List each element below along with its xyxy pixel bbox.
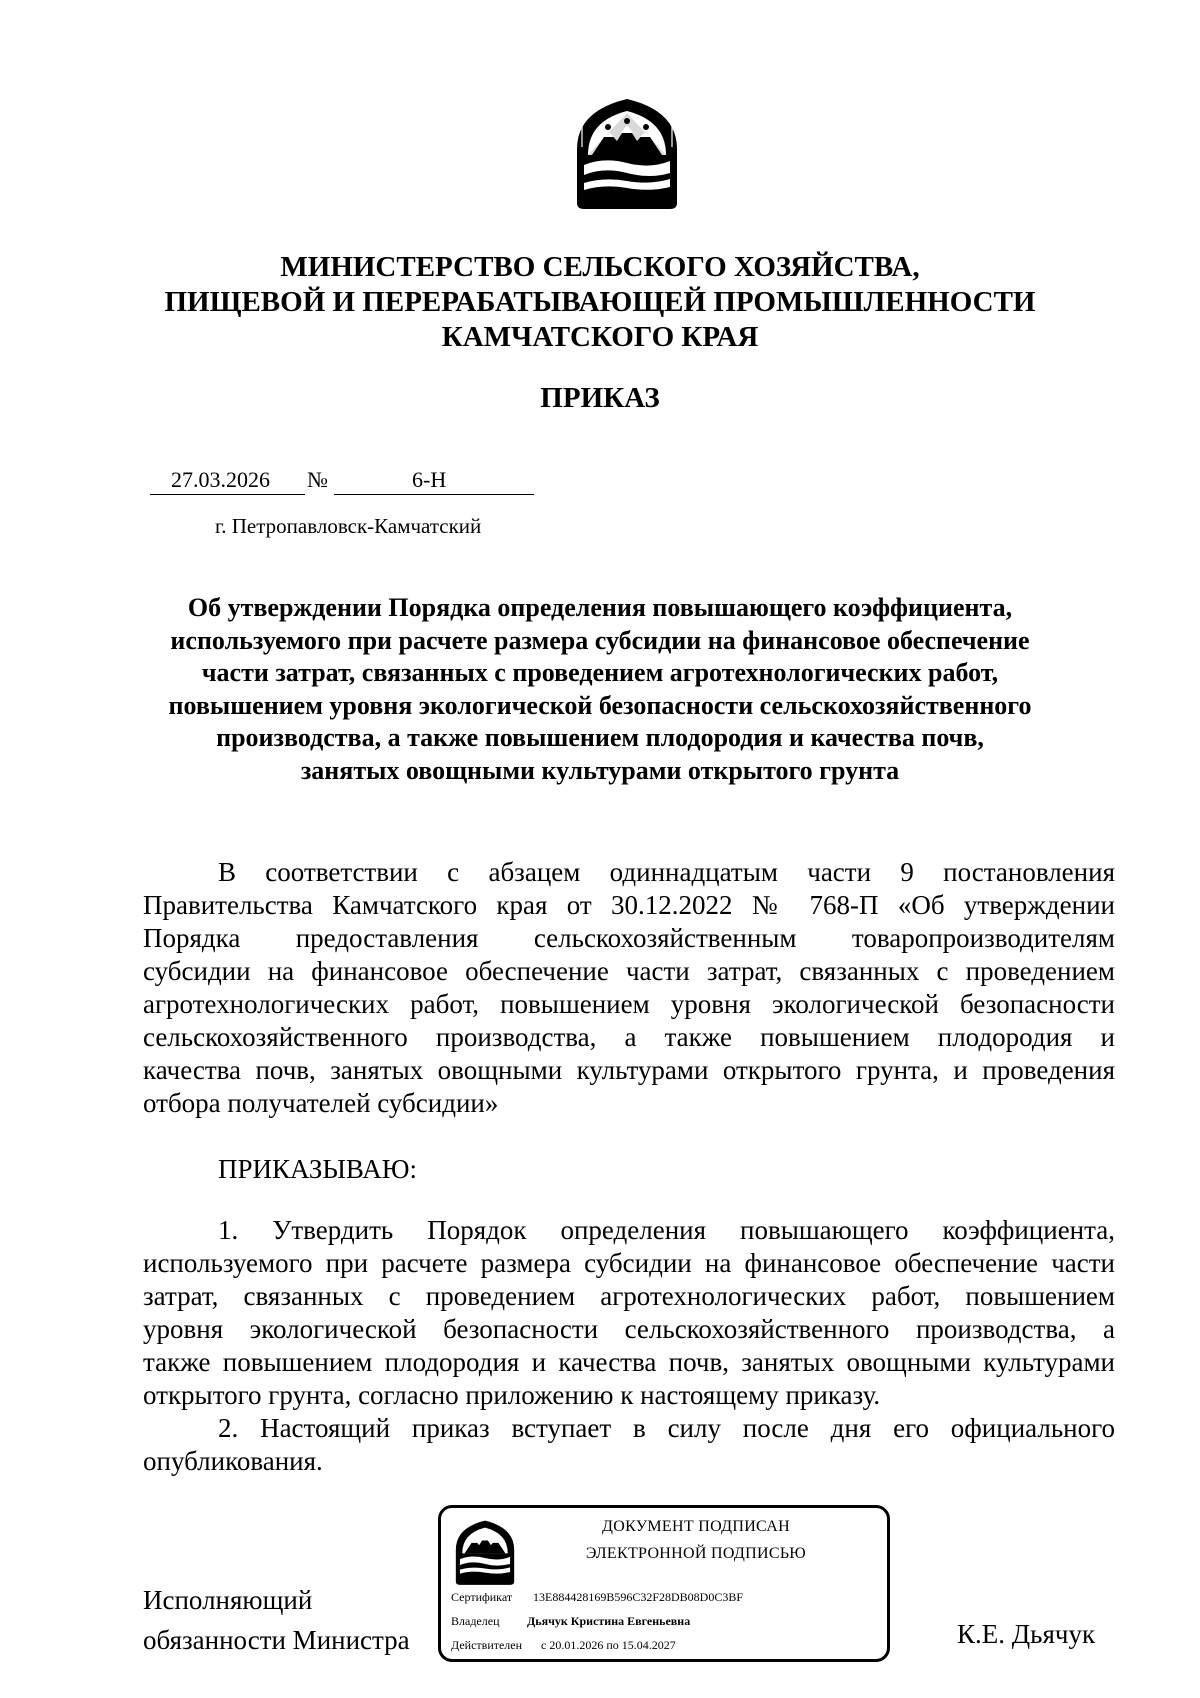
position-line-2: обязанности Министра — [143, 1625, 410, 1655]
preamble-line: Правительства Камчатского края от 30.12.2022 № 768-П «Об утверждении — [143, 890, 1115, 920]
city: г. Петропавловск-Камчатский — [215, 514, 482, 538]
preamble-line: В соответствии с абзацем одиннадцатым части 9 постановления — [218, 857, 1115, 887]
stamp-certificate-row — [451, 1590, 743, 1605]
cert-label: Сертификат — [451, 1590, 513, 1604]
order-subject — [140, 592, 1060, 788]
owner-label: Владелец — [451, 1614, 500, 1628]
signatory-name: К.Е. Дьячук — [957, 1619, 1096, 1649]
item-line: также повышением плодородия и качества почв, занятых овощными культурами — [143, 1347, 1115, 1377]
number-sign: № — [307, 467, 328, 492]
order-item-1 — [143, 1214, 1115, 1412]
preamble-line: качества почв, занятых овощными культурами открытого грунта, и проведения — [143, 1055, 1115, 1085]
item-line: 2. Настоящий приказ вступает в силу после дня его официального — [218, 1413, 1115, 1443]
ministry-line-3: КАМЧАТСКОГО КРАЯ — [441, 321, 759, 353]
stamp-validity-row — [451, 1638, 676, 1653]
order-date: 27.03.2026 — [171, 467, 270, 492]
electronic-signature-stamp — [438, 1505, 890, 1662]
stamp-title-line-1: ДОКУМЕНТ ПОДПИСАН — [602, 1518, 790, 1535]
preamble-line: сельскохозяйственного производства, а также повышением плодородия и — [143, 1022, 1115, 1052]
preamble-line: агротехнологических работ, повышением уровня экологической безопасности — [143, 989, 1115, 1019]
subject-line: части затрат, связанных с проведением агротехнологических работ, — [201, 658, 999, 688]
valid-label: Действителен — [451, 1638, 523, 1652]
position-line-1: Исполняющий — [143, 1585, 313, 1615]
ministry-line-2: ПИЩЕВОЙ И ПЕРЕРАБАТЫВАЮЩЕЙ ПРОМЫШЛЕННОСТИ — [164, 286, 1036, 318]
item-line: 1. Утвердить Порядок определения повышающего коэффициента, — [218, 1215, 1115, 1245]
item-line: уровня экологической безопасности сельскохозяйственного производства, а — [143, 1314, 1115, 1344]
stamp-owner-row — [451, 1614, 690, 1629]
subject-line: повышением уровня экологической безопасности сельскохозяйственного — [168, 690, 1032, 720]
subject-line: Об утверждении Порядка определения повышающего коэффициента, — [187, 593, 1013, 622]
coat-of-arms-icon — [453, 1516, 517, 1586]
owner-value: Дьячук Кристина Евгеньевна — [527, 1614, 691, 1628]
item-line: затрат, связанных с проведением агротехнологических работ, повышением — [143, 1281, 1115, 1311]
preamble — [143, 856, 1115, 1120]
order-word: ПРИКАЗЫВАЮ: — [218, 1154, 417, 1184]
coat-of-arms-icon — [574, 91, 680, 211]
subject-line: занятых овощными культурами открытого грунта — [300, 755, 900, 785]
item-line: открытого грунта, согласно приложению к настоящему приказу. — [143, 1380, 881, 1410]
document-type: ПРИКАЗ — [540, 382, 660, 414]
item-line: используемого при расчете размера субсидии на финансовое обеспечение части — [143, 1248, 1115, 1278]
preamble-line: Порядка предоставления сельскохозяйственным товаропроизводителям — [143, 923, 1115, 953]
cert-value: 13E884428169B596C32F28DB08D0C3BF — [533, 1590, 744, 1604]
preamble-line: субсидии на финансовое обеспечение части затрат, связанных с проведением — [143, 956, 1115, 986]
ministry-name — [100, 250, 1100, 355]
preamble-line: отбора получателей субсидии» — [143, 1088, 499, 1118]
order-number: 6-Н — [412, 467, 447, 492]
ministry-line-1: МИНИСТЕРСТВО СЕЛЬСКОГО ХОЗЯЙСТВА, — [280, 251, 920, 283]
order-item-2 — [143, 1412, 1115, 1478]
subject-line: производства, а также повышением плодородия и качества почв, — [216, 723, 984, 753]
item-line: опубликования. — [143, 1446, 323, 1476]
signatory-position — [143, 1580, 410, 1660]
valid-value: с 20.01.2026 по 15.04.2027 — [541, 1638, 676, 1652]
stamp-title-line-2: ЭЛЕКТРОННОЙ ПОДПИСЬЮ — [585, 1545, 807, 1562]
subject-line: используемого при расчете размера субсидии на финансовое обеспечение — [170, 625, 1030, 655]
